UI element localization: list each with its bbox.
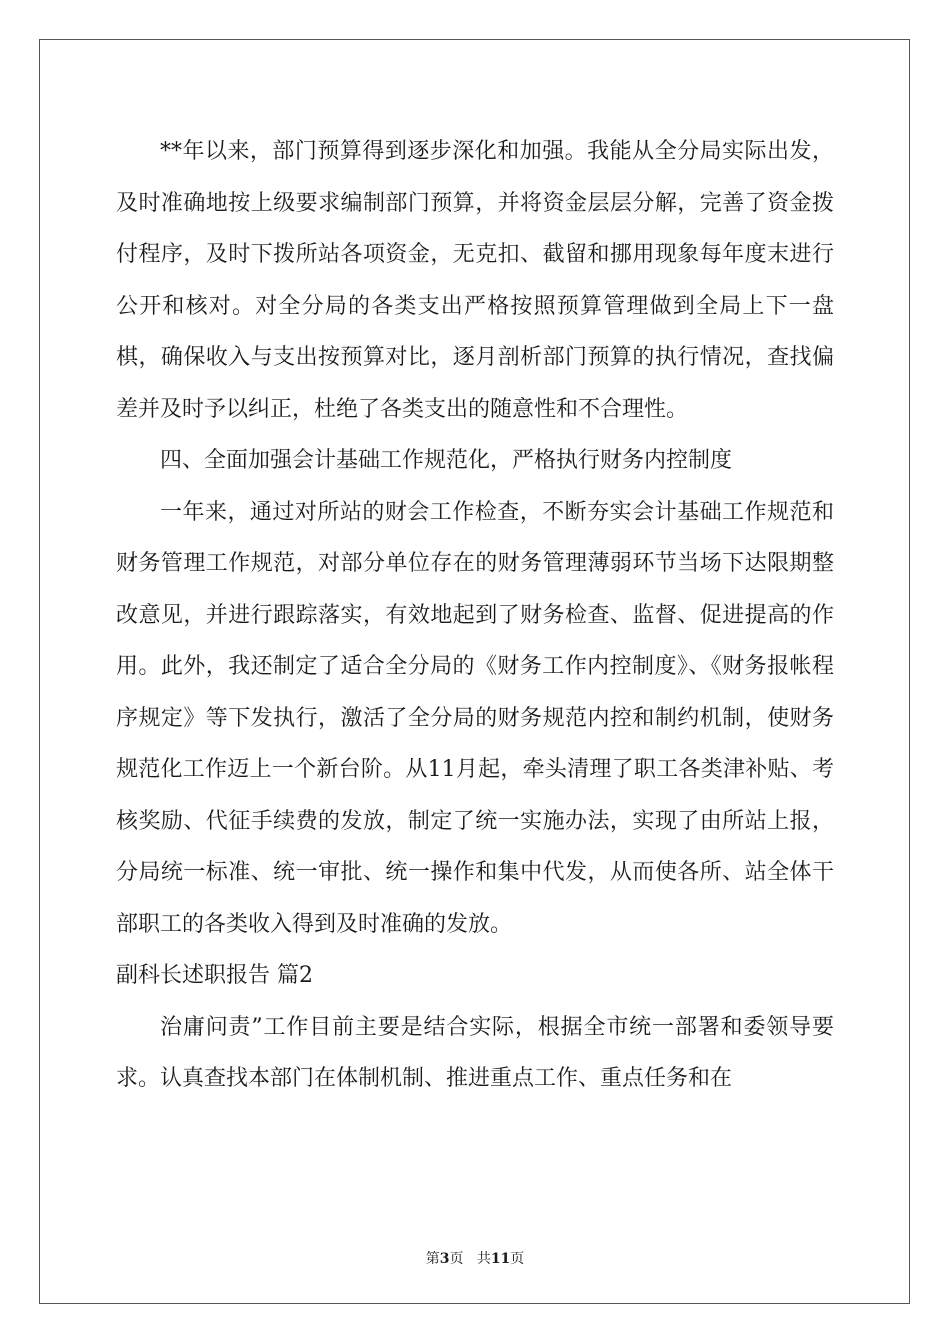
paragraph-budget: **年以来，部门预算得到逐步深化和加强。我能从全分局实际出发，及时准确地按上级要求编制部门预算，并将资金层层分解，完善了资金拨付程序，及时下拨所站各项资金，无克扣、截留和挪用现象每年度末进行公开和核对。对全分局的各类支出严格按照预算管理做到全局上下一盘棋，确保收入与支出按预算对比，逐月剖析部门预算的执行情况，查找偏差并及时予以纠正，杜绝了各类支出的随意性和不合理性。	[116, 139, 834, 422]
page-current: 3	[439, 1251, 450, 1267]
paragraph-accounting: 一年来，通过对所站的财会工作检查，不断夯实会计基础工作规范和财务管理工作规范，对部分单位存在的财务管理薄弱环节当场下达限期整改意见，并进行跟踪落实，有效地起到了财务检查、监督、促进提高的作用。此外，我还制定了适合全分局的《财务工作内控制度》、《财务报帐程序规定》等下发执行，激活了全分局的财务规范内控和制约机制，使财务规范化工作迈上一个新台阶。从11月起，牵头清理了职工各类津补贴、考核奖励、代征手续费的发放，制定了统一实施办法，实现了由所站上报，分局统一标准、统一审批、统一操作和集中代发，从而使各所、站全体干部职工的各类收入得到及时准确的发放。	[116, 499, 834, 937]
total-suffix: 页	[510, 1251, 525, 1267]
page-prefix: 第	[425, 1251, 440, 1267]
page-suffix: 页	[449, 1251, 464, 1267]
total-prefix: 共	[476, 1251, 491, 1267]
document-body	[116, 126, 834, 1105]
report-title-part2: 副科长述职报告 篇2	[116, 963, 313, 988]
section-heading-accounting: 四、全面加强会计基础工作规范化，严格执行财务内控制度	[160, 448, 733, 473]
paragraph-accountability: 治庸问责”工作目前主要是结合实际，根据全市统一部署和委领导要求。认真查找本部门在体制机制、推进重点工作、重点任务和在	[116, 1014, 834, 1091]
page-footer	[0, 1248, 950, 1268]
page-total: 11	[490, 1251, 511, 1267]
